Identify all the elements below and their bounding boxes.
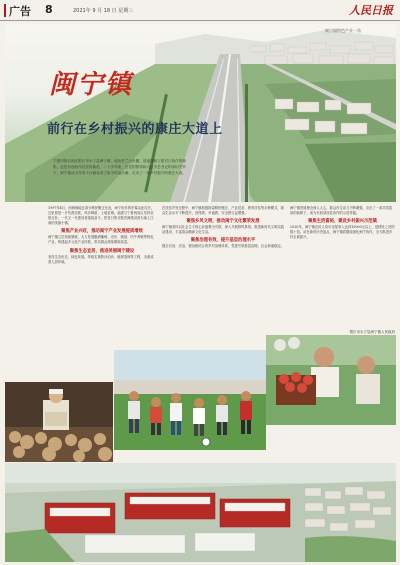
hero-subtitle: 前行在乡村振兴的康庄大道上: [47, 122, 223, 137]
article-column-3: [290, 206, 395, 240]
article-byline: 银川市永宁县闽宁镇人民政府: [349, 330, 395, 334]
mushroom-farmer-image: [5, 382, 113, 462]
header-rule: [0, 20, 400, 21]
hero-banner: [5, 24, 396, 202]
col2-section-heading-1: 聚焦乡风文明，推动闽宁文化繁荣发展: [186, 219, 260, 225]
col2-paragraph-2: 闽宁镇坚持以社会主义核心价值观为引领，深入开展移风易俗，推进新时代文明实践站建设，丰富群众精神文化生活。: [162, 225, 284, 235]
hero-photo-caption: 闽宁镇特色产业一角: [325, 28, 361, 33]
col3-paragraph-1: 闽宁镇发展理念深入人心，群众内生动力不断增强，走出了一条共同富裕的新路子，成为东西部扶贫协作的示范样板。: [290, 206, 393, 216]
section-marker: [4, 4, 6, 17]
children-playing-image: [114, 350, 266, 450]
col2-paragraph-3: 健全自治、法治、德治相结合的乡村治理体系，党建引领基层治理，社会和谐稳定。: [162, 244, 284, 249]
col3-section-heading-1: 聚焦生活富裕，建设乡村振兴示范镇: [308, 219, 377, 225]
section-label: 广告: [9, 5, 31, 18]
col1-section-heading-2: 聚焦生态宜居，推进美丽闽宁建设: [69, 248, 135, 254]
elderly-harvest-image: [266, 335, 396, 425]
col1-section-heading-1: 聚焦产业兴旺，推动闽宁产业发展提质增效: [61, 229, 143, 235]
page-number: 8: [45, 3, 53, 16]
article-column-1: [48, 206, 156, 265]
newspaper-masthead: 人民日报: [349, 4, 393, 17]
elderly-harvest-photo: [266, 335, 396, 425]
mushroom-farmer-photo: [5, 382, 113, 462]
col2-paragraph-1: 在扶贫开发过程中，闽宁镇积极探索移民搬迁、产业扶贫、教育扶贫等多种模式，群众生活水平不断提升，获得感、幸福感、安全感日益增强。: [162, 206, 284, 216]
col1-paragraph-3: 坚持生态优先、绿色发展，持续实施防沙治沙、植树造林等工程，全面改善人居环境。: [48, 254, 154, 264]
article-column-2: [162, 206, 284, 249]
col1-paragraph-2: 闽宁镇立足资源禀赋，大力发展酿酒葡萄、光伏、菌菇、肉牛养殖等特色产业，构建起多元化产业体系，带动群众持续增收致富。: [48, 235, 154, 245]
col1-paragraph-1: 1997年4月，西海固地区部分移民搬迁至此，闽宁协作的序幕由此拉开。这里曾是一片荒漠戈壁，风沙肆虐，土地贫瘠。福建与宁夏两省区坚持优势互补，一代又一代建设者接续奋斗，把昔日的戈壁荒滩建设成为塞上江南的美丽小镇。: [48, 206, 155, 226]
col2-section-heading-2: 聚焦治理有效，提升基层治理水平: [190, 238, 256, 244]
col3-paragraph-2: 2020年，闽宁镇农民人均可支配收入达到15000元以上，是移民之初的数十倍。站在新的历史起点，闽宁镇将继续深化闽宁协作，全力推进乡村全面振兴。: [290, 225, 395, 240]
town-name-title: 闽宁镇: [49, 70, 134, 100]
children-playing-photo: [114, 350, 266, 450]
intro-paragraph: 宁夏回族自治区银川市永宁县闽宁镇，地处贺兰山东麓，是福建和宁夏对口协作的缩影，也是东西协作扶贫的典范。二十多年来，在党的领导和习近平总书记的亲切关怀下，闽宁镇从当年的干沙滩变成了如今的金沙滩，走出了一条乡村振兴的康庄大道。: [53, 159, 186, 175]
industrial-park-photo: [5, 463, 396, 562]
industrial-park-image: [5, 463, 396, 562]
issue-date: 2021年 9 月 18 日 星期三: [73, 8, 134, 14]
page-header: [0, 0, 400, 21]
